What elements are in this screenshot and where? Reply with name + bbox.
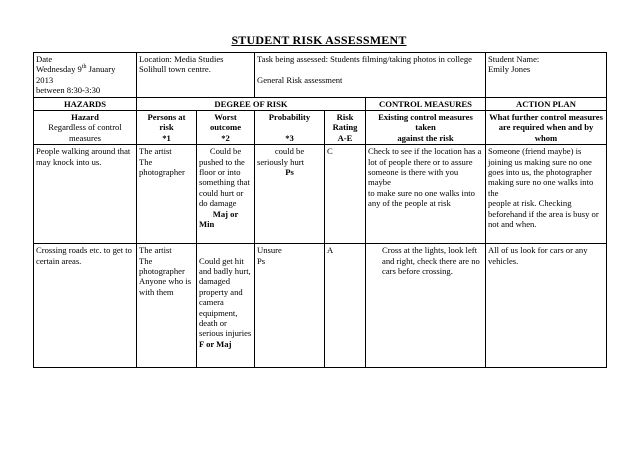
col-persons-at-risk: Persons at risk *1 [137, 111, 197, 145]
risk-rating-cell: A [325, 244, 366, 368]
col-risk-rating: Risk Rating A-E [325, 111, 366, 145]
location-label: Location: Media Studies [139, 54, 224, 64]
existing-controls-cell: Cross at the lights, look left and right, check there are no cars before crossing. [366, 244, 486, 368]
persons-cell: The artist The photographer Anyone who is with them [137, 244, 197, 368]
task-cell [255, 53, 486, 98]
student-cell [486, 53, 607, 98]
column-header-row [34, 111, 607, 145]
section-hazards: HAZARDS [34, 97, 137, 110]
date-label: Date [36, 54, 53, 64]
probability-cell: Unsure Ps [255, 244, 325, 368]
further-controls-cell: Someone (friend maybe) is joining us making sure no one goes into us, the photographer making sure no one walks into the people at risk. Checking beforehand if the area is busy or not and when. [486, 145, 607, 244]
task-type: General Risk assessment [257, 74, 343, 85]
hazard-cell: People walking around that may knock into us. [34, 145, 137, 244]
info-row [34, 53, 607, 98]
section-control-measures: CONTROL MEASURES [366, 97, 486, 110]
probability-cell: could be seriously hurt Ps [255, 145, 325, 244]
time-value: between 8:30-3:30 [36, 85, 101, 96]
worst-outcome-cell: Could be pushed to the floor or into something that could hurt or do damage Maj or Min [197, 145, 255, 244]
task-label: Task being assessed: Students filming/taking photos in college [257, 54, 472, 64]
col-existing-controls: Existing control measures taken against the risk [366, 111, 486, 145]
col-hazard: Hazard Regardless of control measures [34, 111, 137, 145]
location-value: Solihull town centre. [139, 64, 211, 75]
col-further-controls: What further control measures are required when and by whom [486, 111, 607, 145]
section-action-plan: ACTION PLAN [486, 97, 607, 110]
student-label: Student Name: [488, 54, 540, 64]
risk-rating-cell: C [325, 145, 366, 244]
table-row [34, 244, 607, 368]
col-worst-outcome: Worst outcome *2 [197, 111, 255, 145]
section-degree-of-risk: DEGREE OF RISK [137, 97, 366, 110]
document-title: STUDENT RISK ASSESSMENT [231, 33, 407, 47]
further-controls-cell: All of us look for cars or any vehicles. [486, 244, 607, 368]
student-name: Emily Jones [488, 64, 531, 75]
persons-cell: The artist The photographer [137, 145, 197, 244]
col-probability: Probability *3 [255, 111, 325, 145]
worst-outcome-cell: Could get hit and badly hurt, damaged property and camera equipment, death or serious injuries F or Maj [197, 244, 255, 368]
hazard-cell: Crossing roads etc. to get to certain areas. [34, 244, 137, 368]
section-header-row [34, 97, 607, 110]
existing-controls-cell: Check to see if the location has a lot of people there or to assure someone is there with you maybe to make sure no one walks into any of the people at risk [366, 145, 486, 244]
date-value: Wednesday 9th January 2013 [36, 64, 116, 85]
table-row [34, 145, 607, 244]
date-cell [34, 53, 137, 98]
risk-assessment-table [33, 52, 607, 368]
location-cell [137, 53, 255, 98]
